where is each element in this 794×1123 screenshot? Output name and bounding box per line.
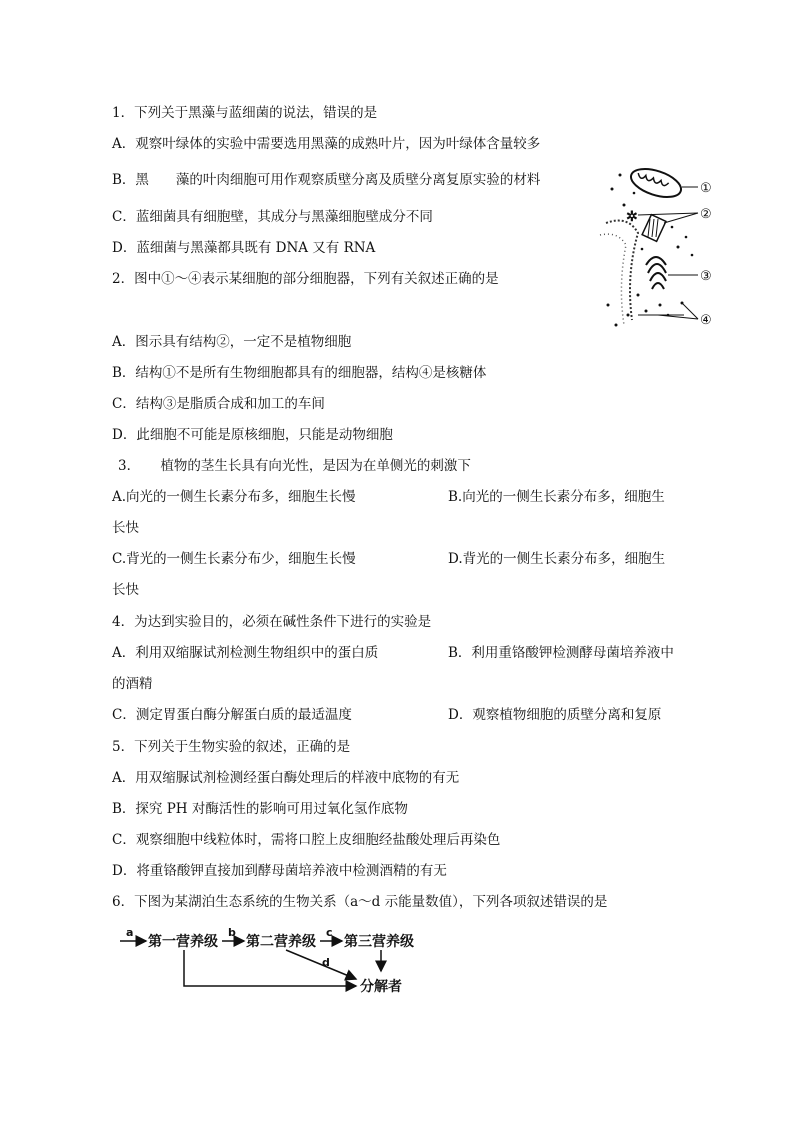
q1-stem: 1．下列关于黑藻与蓝细菌的说法，错误的是 [112, 105, 378, 121]
q4-stem: 4．为达到实验目的，必须在碱性条件下进行的实验是 [112, 614, 432, 630]
q4-option-b: B．利用重铬酸钾检测酵母菌培养液中 [448, 645, 674, 661]
q2-option-d: D．此细胞不可能是原核细胞，只能是动物细胞 [112, 427, 393, 443]
label-d: d [322, 956, 330, 969]
q1-option-b: B．黑 藻的叶肉细胞可用作观察质壁分离及质壁分离复原实验的材料 [112, 172, 541, 188]
svg-text:✲: ✲ [626, 209, 638, 225]
trophic-level-1: 第一营养级 [148, 934, 218, 950]
label-2: ② [700, 207, 712, 222]
q2-option-c: C．结构③是脂质合成和加工的车间 [112, 396, 325, 412]
q4-option-c: C．测定胃蛋白酶分解蛋白质的最适温度 [112, 707, 352, 723]
q6-stem: 6．下图为某湖泊生态系统的生物关系（a～d 示能量数值），下列各项叙述错误的是 [112, 894, 608, 910]
label-b: b [228, 926, 236, 939]
mitochondrion-icon [628, 165, 685, 202]
q5-option-c: C．观察细胞中线粒体时，需将口腔上皮细胞经盐酸处理后再染色 [112, 832, 501, 848]
label-4: ④ [700, 313, 712, 328]
q1-option-c: C．蓝细菌具有细胞壁，其成分与黑藻细胞壁成分不同 [112, 209, 433, 225]
decomposer: 分解者 [360, 979, 402, 995]
q3-stem: 3． 植物的茎生长具有向光性，是因为在单侧光的刺激下 [118, 458, 471, 474]
label-1: ① [700, 181, 712, 196]
q3-option-d-cont: 长快 [112, 582, 139, 598]
energy-flow-diagram [118, 924, 438, 999]
cell-organelle-figure [598, 165, 724, 330]
q4-option-a: A．利用双缩脲试剂检测生物组织中的蛋白质 [112, 645, 379, 661]
q5-option-a: A．用双缩脲试剂检测经蛋白酶处理后的样液中底物的有无 [112, 770, 460, 786]
q5-stem: 5．下列关于生物实验的叙述，正确的是 [112, 739, 351, 755]
q3-option-d: D.背光的一侧生长素分布多，细胞生 [448, 551, 666, 567]
golgi-icon [646, 257, 666, 289]
trophic-level-3: 第三营养级 [344, 934, 414, 950]
trophic-level-2: 第二营养级 [246, 934, 316, 950]
q1-option-d: D．蓝细菌与黑藻都具既有 DNA 又有 RNA [112, 240, 376, 256]
q2-option-a: A．图示具有结构②，一定不是植物细胞 [112, 334, 352, 350]
q5-option-b: B．探究 PH 对酶活性的影响可用过氧化氢作底物 [112, 801, 408, 817]
q4-option-b-cont: 的酒精 [112, 676, 153, 692]
q3-option-a: A.向光的一侧生长素分布多，细胞生长慢 [112, 489, 356, 505]
q3-option-b-cont: 长快 [112, 520, 139, 536]
q2-stem: 2．图中①～④表示某细胞的部分细胞器，下列有关叙述正确的是 [112, 271, 499, 287]
ribosome-dots [607, 174, 694, 327]
label-c: c [326, 926, 333, 939]
q3-option-c: C.背光的一侧生长素分布少，细胞生长慢 [112, 551, 356, 567]
q3-option-b: B.向光的一侧生长素分布多，细胞生 [448, 489, 665, 505]
label-a: a [126, 926, 134, 939]
q5-option-d: D．将重铬酸钾直接加到酵母菌培养液中检测酒精的有无 [112, 863, 447, 879]
label-3: ③ [700, 269, 712, 284]
q2-option-b: B．结构①不是所有生物细胞都具有的细胞器，结构④是核糖体 [112, 365, 487, 381]
q4-option-d: D．观察植物细胞的质壁分离和复原 [448, 707, 662, 723]
q1-option-a: A．观察叶绿体的实验中需要选用黑藻的成熟叶片，因为叶绿体含量较多 [112, 136, 541, 152]
